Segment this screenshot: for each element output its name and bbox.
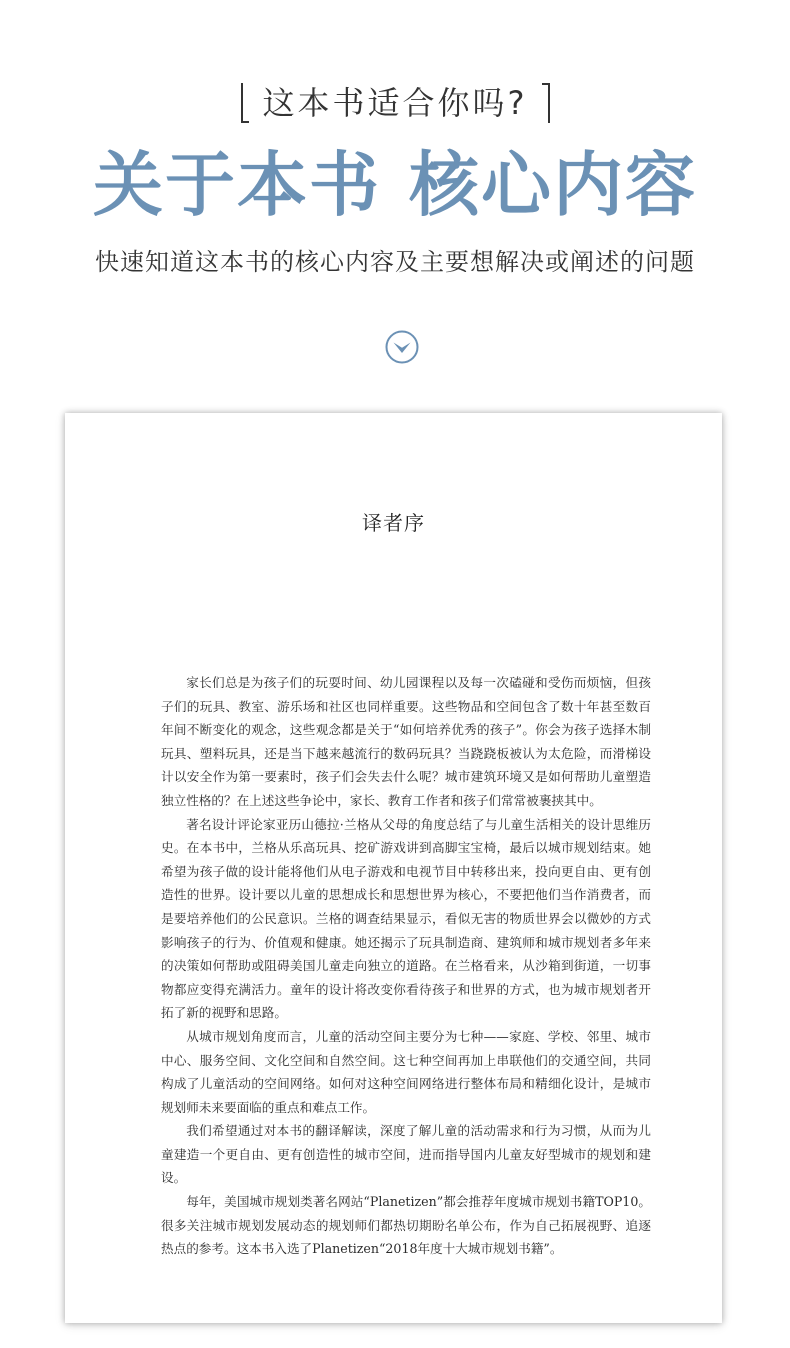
main-title <box>0 140 790 230</box>
main-title-part2: 核心内容 <box>409 143 697 226</box>
paragraph: 我们希望通过对本书的翻译解读，深度了解儿童的活动需求和行为习惯，从而为儿童建造一个更自由、更有创造性的城市空间，进而指导国内儿童友好型城市的规划和建设。 <box>161 1123 651 1186</box>
book-page-preview <box>65 413 722 1323</box>
left-bracket-decoration <box>241 83 249 123</box>
question-heading <box>0 78 790 128</box>
question-text: 这本书适合你吗? <box>262 84 528 122</box>
chevron-down-circle-icon <box>385 330 419 364</box>
right-bracket-decoration <box>542 83 550 123</box>
main-title-part1: 关于本书 <box>93 143 381 226</box>
preface-body <box>161 671 651 1261</box>
paragraph: 从城市规划角度而言，儿童的活动空间主要分为七种——家庭、学校、邻里、城市中心、服务空间、文化空间和自然空间。这七种空间再加上串联他们的交通空间，共同构成了儿童活动的空间网络。如何对这种空间网络进行整体布局和精细化设计，是城市规划师未来要面临的重点和难点工作。 <box>161 1028 651 1115</box>
paragraph: 家长们总是为孩子们的玩耍时间、幼儿园课程以及每一次磕碰和受伤而烦恼，但孩子们的玩具、教室、游乐场和社区也同样重要。这些物品和空间包含了数十年甚至数百年间不断变化的观念，这些观念都是关于“如何培养优秀的孩子”。你会为孩子选择木制玩具、塑料玩具，还是当下越来越流行的数码玩具？当跷跷板被认为太危险，而滑梯设计以安全作为第一要素时，孩子们会失去什么呢？城市建筑环境又是如何帮助儿童塑造独立性格的？在上述这些争论中，家长、教育工作者和孩子们常常被裹挟其中。 <box>161 675 651 808</box>
paragraph: 著名设计评论家亚历山德拉·兰格从父母的角度总结了与儿童生活相关的设计思维历史。在本书中，兰格从乐高玩具、挖矿游戏讲到高脚宝宝椅，最后以城市规划结束。她希望为孩子做的设计能将他们从电子游戏和电视节目中转移出来，投向更自由、更有创造性的世界。设计要以儿童的思想成长和思想世界为核心，不要把他们当作消费者，而是要培养他们的公民意识。兰格的调查结果显示，看似无害的物质世界会以微妙的方式影响孩子的行为、价值观和健康。她还揭示了玩具制造商、建筑师和城市规划者多年来的决策如何帮助或阻碍美国儿童走向独立的道路。在兰格看来，从沙箱到街道，一切事物都应变得充满活力。童年的设计将改变你看待孩子和世界的方式，也为城市规划者开拓了新的视野和思路。 <box>161 816 651 1021</box>
intro-header <box>0 0 790 410</box>
subtitle: 快速知道这本书的核心内容及主要想解决或阐述的问题 <box>95 248 695 276</box>
paragraph: 每年，美国城市规划类著名网站“Planetizen”都会推荐年度城市规划书籍TOP10。很多关注城市规划发展动态的规划师们都热切期盼名单公布，作为自己拓展视野、追逐热点的参考。这本书入选了Planetizen“2018年度十大城市规划书籍”。 <box>161 1194 651 1257</box>
page-title: 译者序 <box>362 511 425 535</box>
